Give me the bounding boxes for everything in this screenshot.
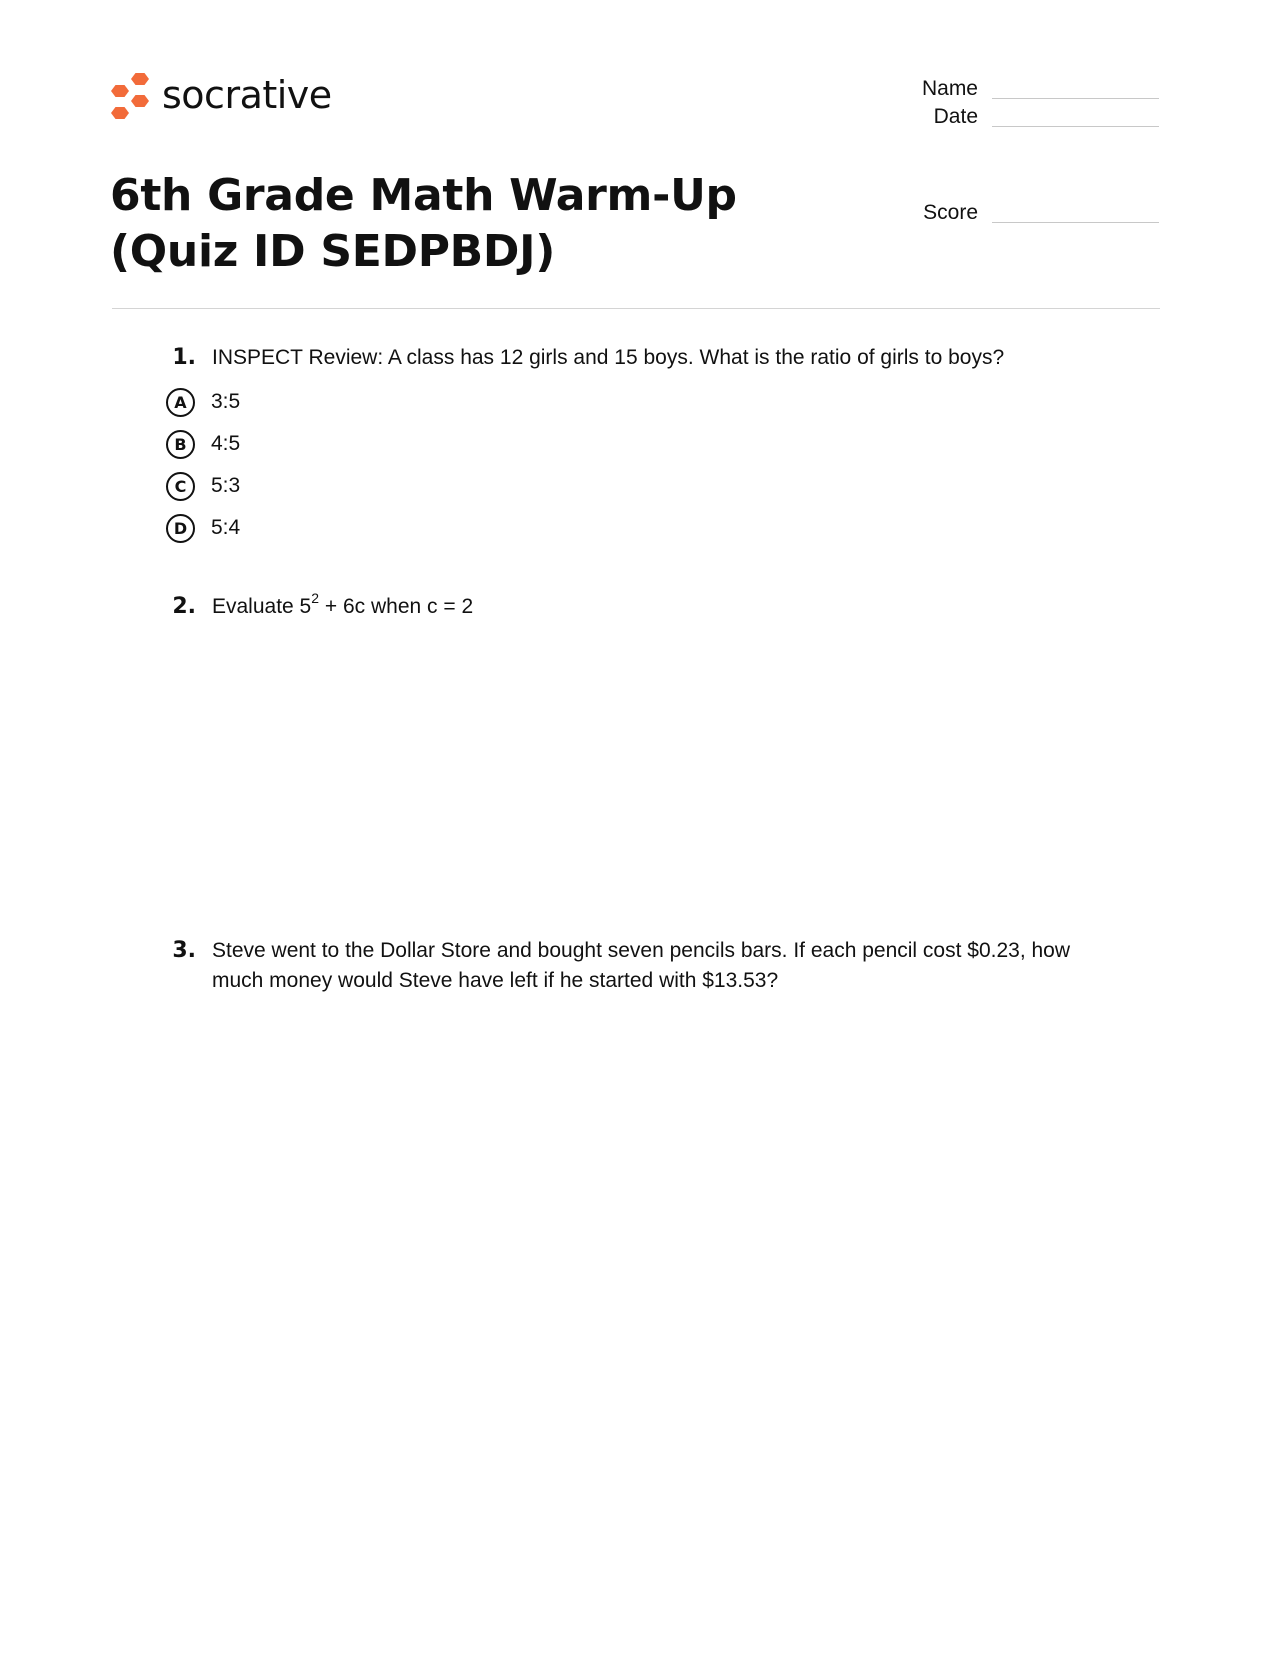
exponent: 2: [311, 590, 320, 606]
date-label: Date: [933, 105, 978, 128]
question-number: 3.: [172, 938, 196, 963]
choice-bubble-c[interactable]: C: [166, 472, 195, 501]
socrative-logo: [110, 72, 332, 122]
choice-c[interactable]: [166, 469, 566, 503]
choice-text-b: 4:5: [211, 432, 241, 455]
date-field[interactable]: [880, 104, 1160, 134]
question-number: 1.: [172, 345, 196, 370]
name-field[interactable]: [880, 76, 1160, 106]
brand-name: socrative: [162, 73, 332, 117]
choice-bubble-d[interactable]: D: [166, 514, 195, 543]
choice-text-c: 5:3: [211, 474, 241, 497]
expression-base: Evaluate 5: [212, 595, 312, 618]
question-text: Steve went to the Dollar Store and bought seven pencils bars. If each pencil cost $0.23, how much money would Steve have left if he started with $13.53?: [212, 939, 1071, 992]
choice-text-a: 3:5: [211, 390, 241, 413]
question-text: INSPECT Review: A class has 12 girls and 15 boys. What is the ratio of girls to boys?: [212, 346, 1005, 369]
quiz-title: 6th Grade Math Warm-Up (Quiz ID SEDPBDJ): [110, 170, 737, 277]
score-blank-line[interactable]: [992, 222, 1159, 223]
question-text: [212, 592, 1112, 622]
date-blank-line[interactable]: [992, 126, 1159, 127]
choice-b[interactable]: [166, 427, 566, 461]
hexagon-cluster-icon: [110, 72, 150, 122]
choice-text-d: 5:4: [211, 516, 241, 539]
choice-a[interactable]: [166, 385, 566, 419]
expression-rest: + 6c when c = 2: [319, 595, 474, 618]
name-label: Name: [921, 77, 978, 100]
choice-bubble-b[interactable]: B: [166, 430, 195, 459]
score-label: Score: [923, 201, 978, 224]
choice-bubble-a[interactable]: A: [166, 388, 195, 417]
choice-d[interactable]: [166, 511, 566, 545]
header-divider: [112, 308, 1160, 309]
score-field[interactable]: [880, 200, 1160, 230]
name-blank-line[interactable]: [992, 98, 1159, 99]
question-number: 2.: [172, 594, 196, 619]
